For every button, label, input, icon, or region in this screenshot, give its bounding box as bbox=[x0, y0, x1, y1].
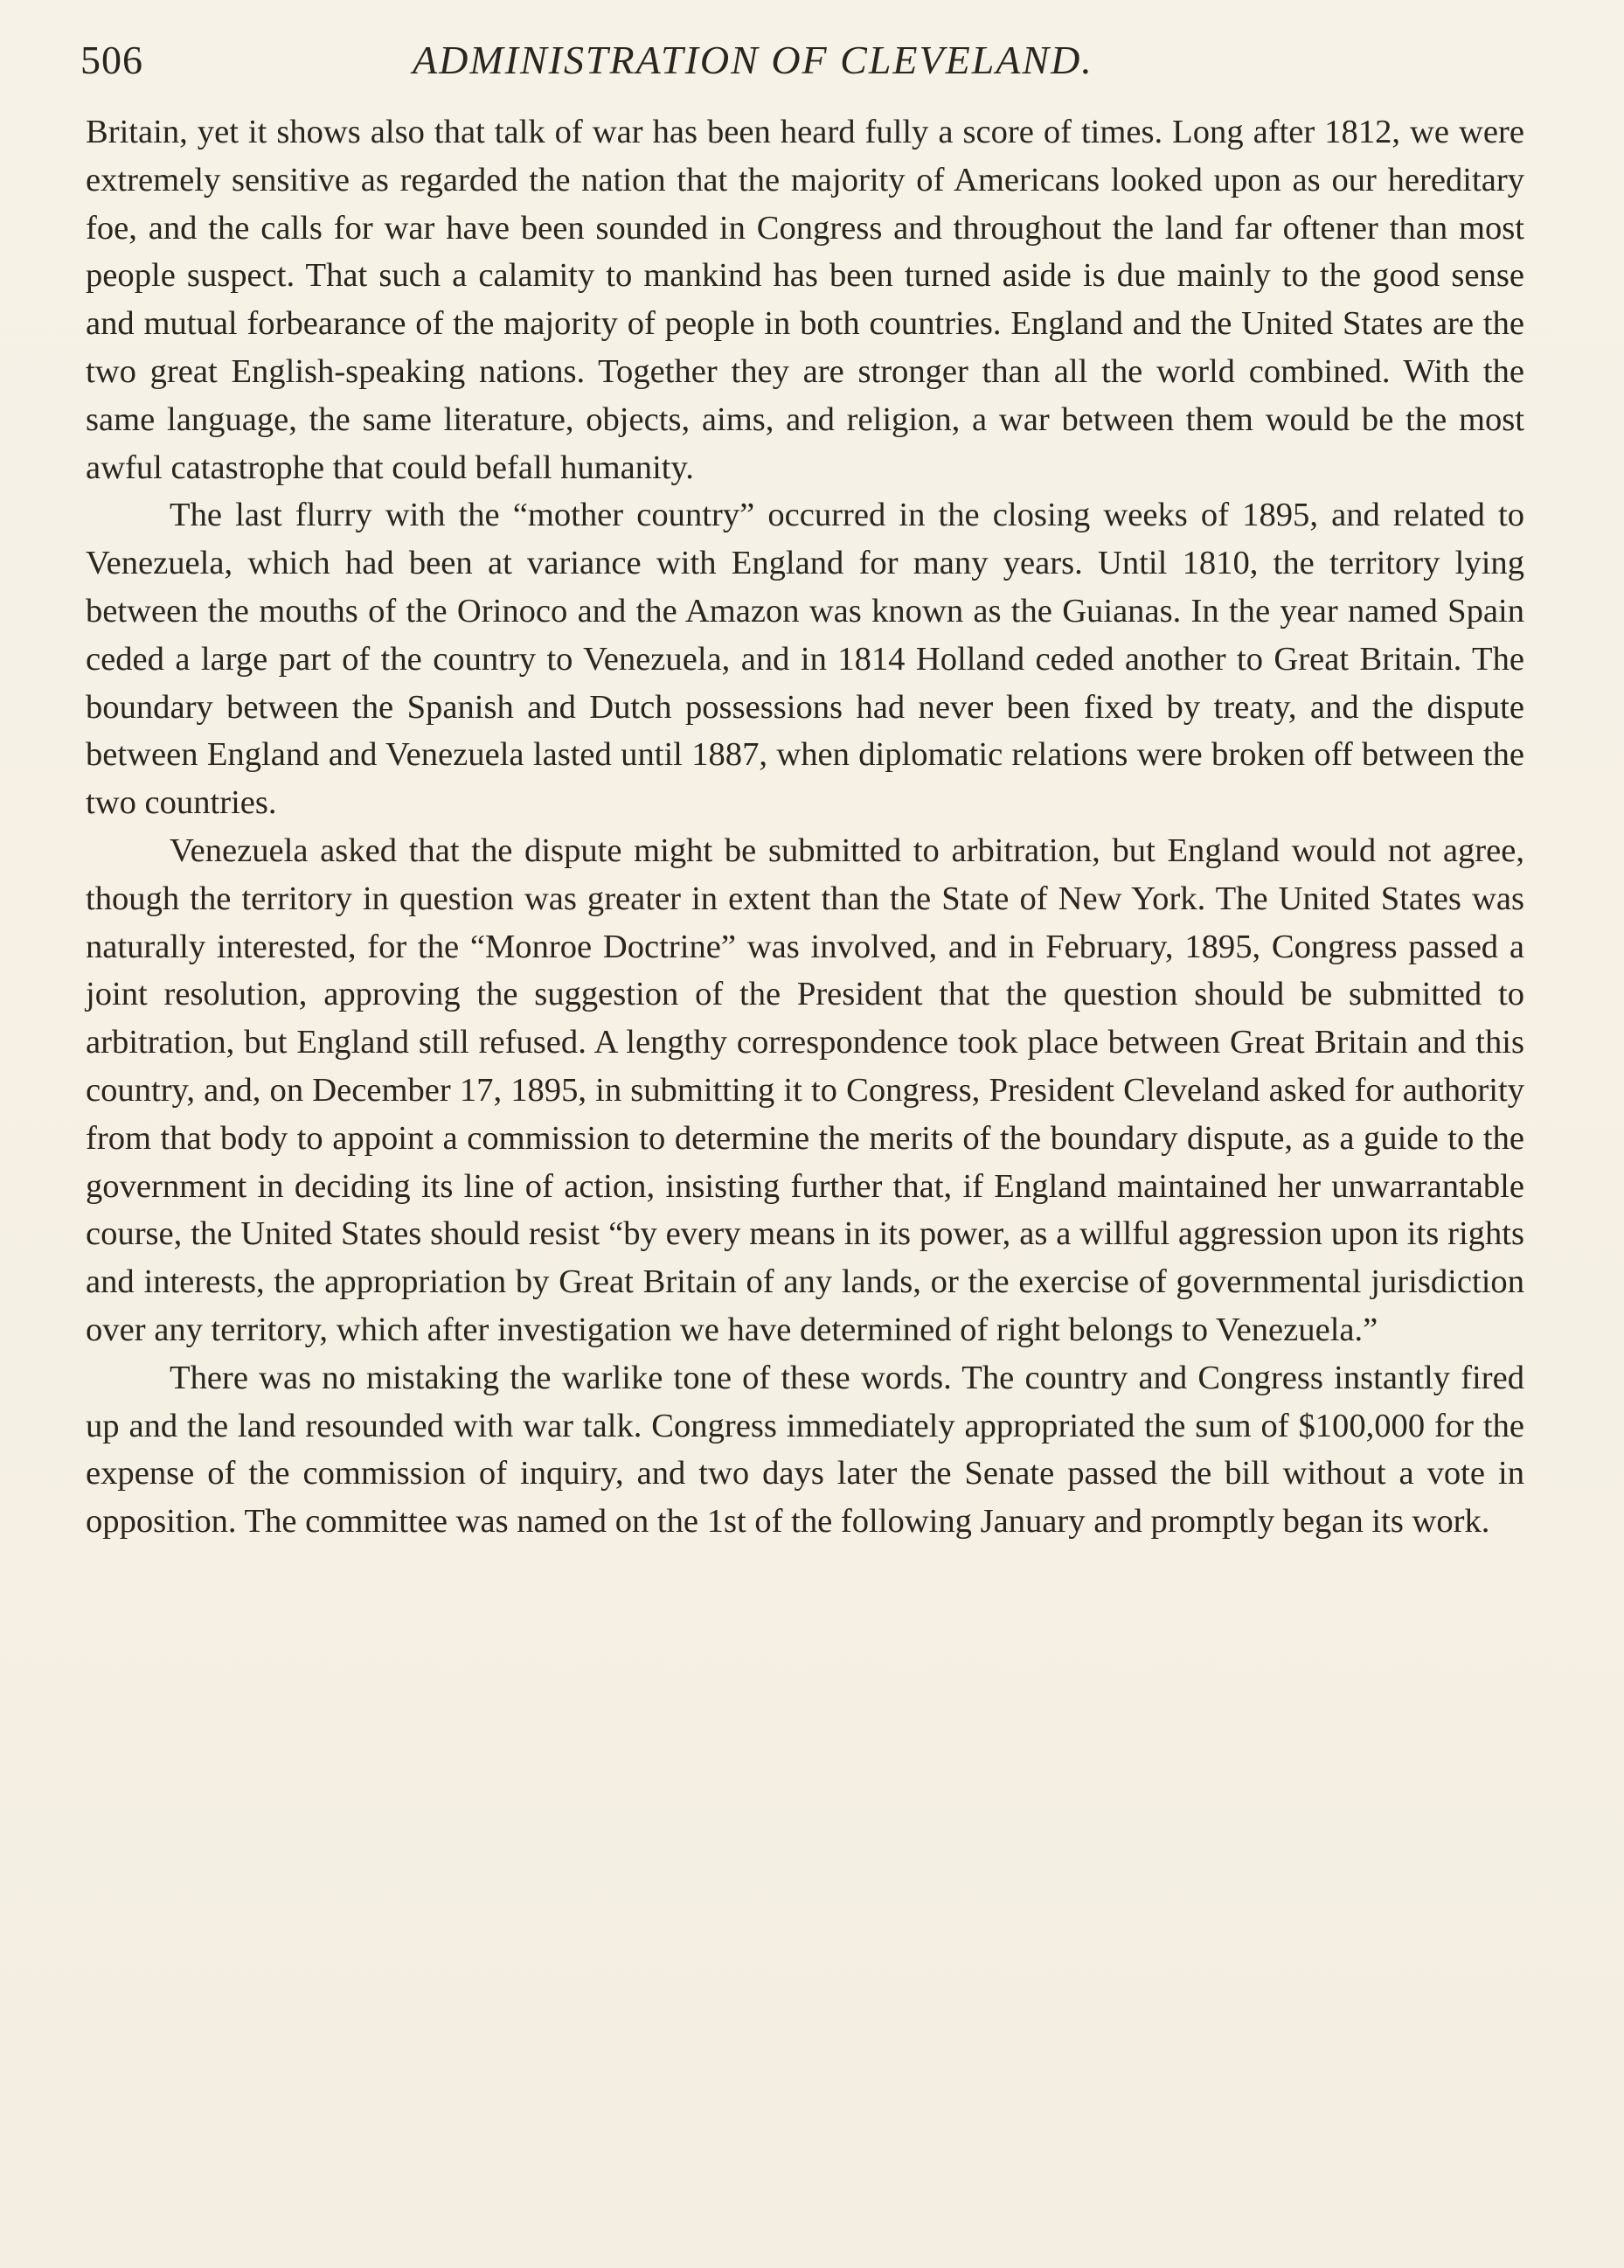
paragraph-arbitration: Venezuela asked that the dispute might be submitted to arbitration, but England would not agree, though the territory in question was greater in extent than the State of New York. The United States was naturally interested, for the “Monroe Doctrine” was involved, and in February, 1895, Congress passed a joint resolution, approving the suggestion of the President that the question should be submitted to arbitration, but England still refused. A lengthy correspondence took place between Great Britain and this country, and, on December 17, 1895, in submitting it to Congress, President Cleveland asked for authority from that body to appoint a commission to determine the merits of the boundary dispute, as a guide to the government in deciding its line of action, insisting further that, if England maintained her unwarrantable course, the United States should resist “by every means in its power, as a willful aggression upon its rights and interests, the appropriation by Great Britain of any lands, or the exercise of governmental jurisdiction over any territory, which after investigation we have determined of right belongs to Venezuela.” bbox=[86, 831, 1524, 1348]
running-title: ADMINISTRATION OF CLEVELAND. bbox=[413, 38, 1093, 82]
paragraph-mother-country: The last flurry with the “mother country” occurred in the closing weeks of 1895, and related to Venezuela, which had been at variance with England for many years. Until 1810, the territory lying between the mouths of the Orinoco and the Amazon was known as the Guianas. In the year named Spain ceded a large part of the country to Venezuela, and in 1814 Holland ceded another to Great Britain. The boundary between the Spanish and Dutch possessions had never been fixed by treaty, and the dispute between England and Venezuela lasted until 1887, when diplomatic relations were broken off between the two countries. bbox=[86, 497, 1524, 822]
body-text bbox=[86, 108, 1524, 1546]
running-head bbox=[80, 30, 1554, 91]
paragraph-war-talk: There was no mistaking the warlike tone of these words. The country and Congress instantly fired up and the land resounded with war talk. Congress immediately appropriated the sum of $100,000 for the expense of the commission of inquiry, and two days later the Senate passed the bill without a vote in opposition. The committee was named on the 1st of the following January and promptly began its work. bbox=[86, 1359, 1524, 1541]
page-number: 506 bbox=[80, 38, 143, 82]
paragraph-continuation: Britain, yet it shows also that talk of war has been heard fully a score of times. Long after 1812, we were extremely sensitive as regarded the nation that the majority of Americans looked upon as our hereditary foe, and the calls for war have been sounded in Congress and throughout the land far oftener than most people suspect. That such a calamity to mankind has been turned aside is due mainly to the good sense and mutual forbearance of the majority of people in both countries. England and the United States are the two great English-speaking nations. Together they are stronger than all the world combined. With the same language, the same literature, objects, aims, and religion, a war between them would be the most awful catastrophe that could befall humanity. bbox=[86, 114, 1524, 486]
